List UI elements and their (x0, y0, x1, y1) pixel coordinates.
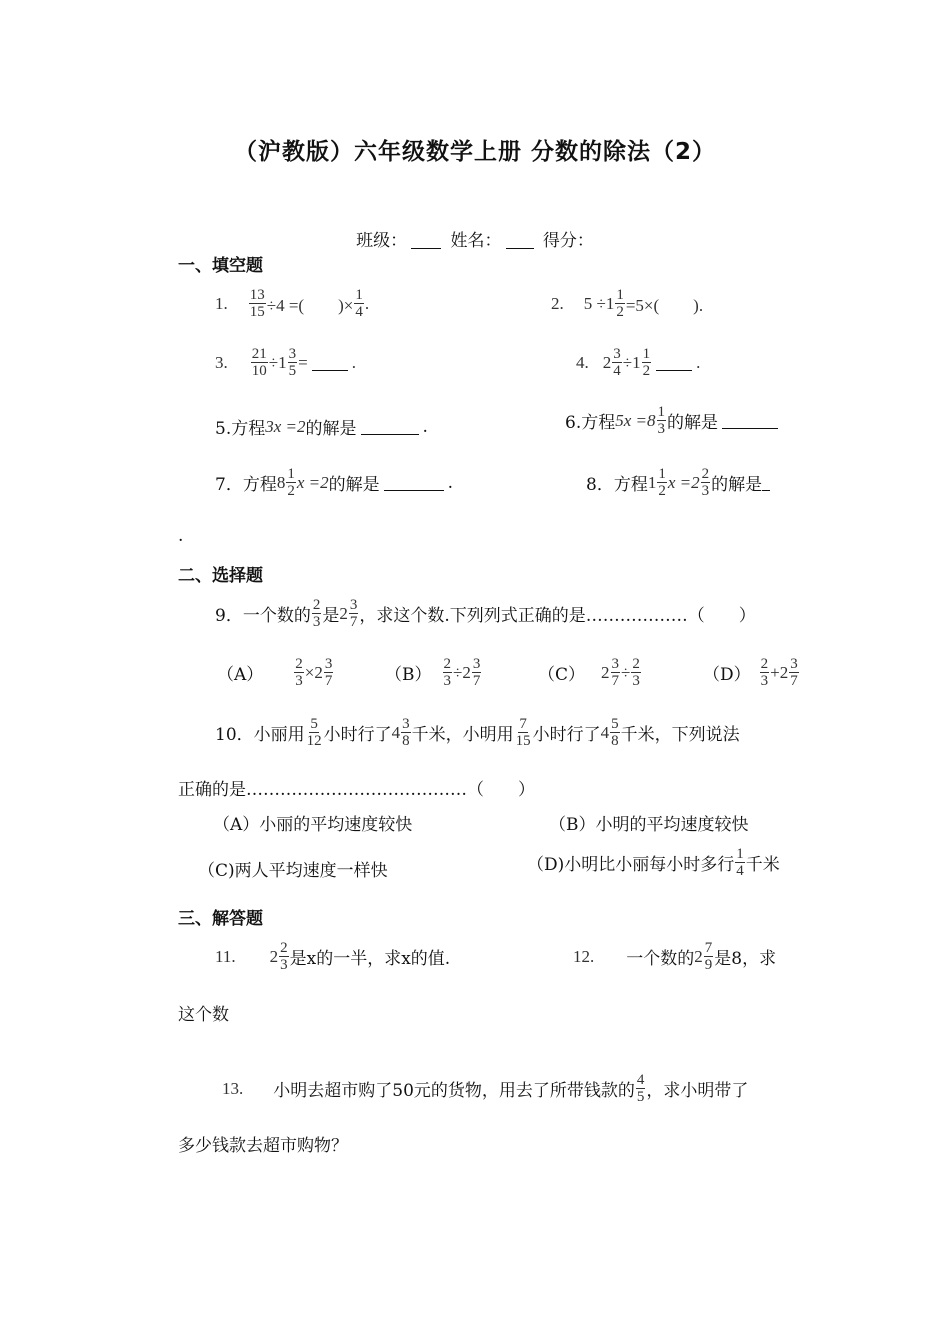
class-blank (411, 232, 441, 249)
student-info: 班级： 姓名： 得分： (356, 231, 594, 251)
question-9: 9．一个数的 2 3 是 2 3 7 ，求这个数.下列列式正确的是………………（ ） (215, 597, 756, 630)
q9-option-a[interactable]: （A） $\frac{2}{3}$ ×2 3 7 (217, 656, 333, 689)
answer-blank (361, 418, 419, 435)
q10-option-a[interactable]: （A）小丽的平均速度较快 (213, 815, 413, 835)
answer-blank (656, 354, 692, 371)
continuation-dot: . (178, 526, 184, 546)
question-12: 12. 一个数的 2 7 9 是8，求 (573, 940, 777, 973)
answer-blank (384, 474, 444, 491)
question-11: 11. 2 2 3 是x的一半，求x的值. (215, 940, 451, 973)
section-multiple-choice: 二、选择题 (178, 566, 263, 586)
question-2: 2. 5 ÷1 $\frac{1}{2}$ =5×( ). (551, 287, 704, 320)
q10-option-d[interactable]: （D)小明比小丽每小时多行 1 4 千米 (527, 846, 780, 879)
q9-option-c[interactable]: （C） 2 $\frac{3}{7}$ ÷ $\frac{2}{3}$ (538, 656, 640, 689)
answer-blank (762, 474, 770, 491)
answer-blank (312, 354, 348, 371)
question-10: 10．小丽用 5 12 小时行了 4 3 8 千米，小明用 7 15 小时行了 4 5 8 千米，下列说法 (215, 716, 740, 749)
question-1: 1. $\frac{13}{15}$ ÷4 =( )× $\frac{1}{4}$ . (215, 287, 370, 320)
question-3: 3. $\frac{21}{10}$ ÷1 $\frac{3}{5}$ = . (215, 346, 356, 379)
question-12-line2: 这个数 (178, 1005, 229, 1025)
name-blank (506, 232, 534, 249)
question-10-line2: 正确的是…………………………………（ ） (178, 780, 535, 800)
section-fill-blank: 一、填空题 (178, 256, 263, 276)
question-4: 4. 2 $\frac{3}{4}$ ÷1 1 2 . (576, 346, 701, 379)
page-title: （沪教版）六年级数学上册 分数的除法（2） (233, 139, 716, 165)
q10-option-b[interactable]: （B）小明的平均速度较快 (549, 815, 749, 835)
answer-blank (722, 412, 778, 429)
q9-option-b[interactable]: （B） $\frac{2}{3}$ ÷2 3 7 (385, 656, 481, 689)
section-word-problems: 三、解答题 (178, 909, 263, 929)
question-6: 6.方程 5x =8 1 3 的解是 (565, 404, 782, 437)
q9-option-d[interactable]: （D） 2 3 +2 3 7 (703, 656, 798, 689)
question-13: 13. 小明去超市购了50元的货物，用去了所带钱款的 4 5 ，求小明带了 (222, 1072, 749, 1105)
question-13-line2: 多少钱款去超市购物？ (178, 1136, 348, 1156)
question-8: 8．方程 1 1 2 x =2 2 3 的解是 (586, 466, 770, 499)
question-7: 7．方程 8 1 2 x =2 的解是 . (215, 466, 454, 499)
question-5: 5.方程 3x =2 的解是 . (215, 416, 428, 439)
q10-option-c[interactable]: （C)两人平均速度一样快 (198, 861, 388, 881)
